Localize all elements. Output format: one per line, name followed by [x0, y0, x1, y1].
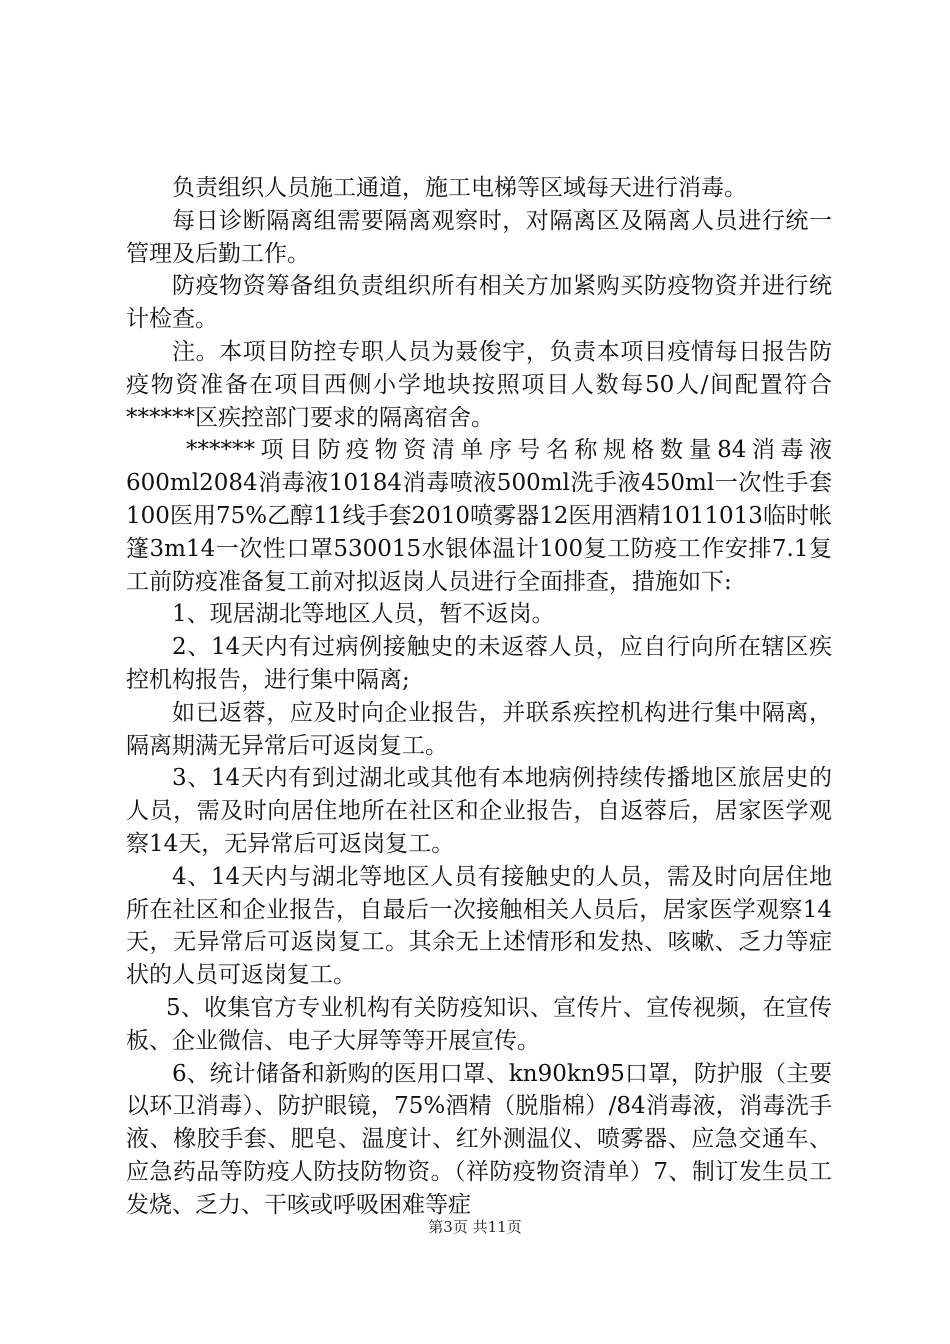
paragraph-11: 5、收集官方专业机构有关防疫知识、宣传片、宣传视频，在宣传板、企业微信、电子大屏等等开展宣传。: [126, 994, 832, 1054]
paragraph-5: ******项目防疫物资清单序号名称规格数量84消毒液600ml2084消毒液10184消毒喷液500ml洗手液450ml一次性手套100医用75%乙醇11线手套2010喷雾器12医用酒精1011013临时帐篷3m14一次性口罩530015水银体温计100复工防疫工作安排7.1复工前防疫准备复工前对拟返岗人员进行全面排查，措施如下:: [126, 437, 832, 595]
page-footer: 第3页 共11页: [428, 1218, 522, 1236]
paragraph-7: 2、14天内有过病例接触史的未返蓉人员，应自行向所在辖区疾控机构报告，进行集中隔离;: [126, 634, 832, 693]
document-body: [126, 172, 832, 1222]
paragraph-12: 6、统计储备和新购的医用口罩、kn90kn95口罩，防护服（主要以环卫消毒）、防护眼镜，75%酒精（脱脂棉）/84消毒液，消毒洗手液、橡胶手套、肥皂、温度计、红外测温仪、喷雾器、应急交通车、应急药品等防疫人防技防物资。（祥防疫物资清单）7、制订发生员工发烧、乏力、干咳或呼吸困难等症: [126, 1060, 832, 1218]
paragraph-1: 负责组织人员施工通道，施工电梯等区域每天进行消毒。: [172, 175, 747, 201]
paragraph-2: 每日诊断隔离组需要隔离观察时，对隔离区及隔离人员进行统一管理及后勤工作。: [126, 207, 832, 267]
paragraph-8: 如已返蓉，应及时向企业报告，并联系疾控机构进行集中隔离，隔离期满无异常后可返岗复工。: [126, 699, 832, 759]
paragraph-4: 注。本项目防控专职人员为聂俊宇，负责本项目疫情每日报告防疫物资准备在项目西侧小学地块按照项目人数每50人/间配置符合******区疾控部门要求的隔离宿舍。: [126, 338, 832, 431]
paragraph-3: 防疫物资筹备组负责组织所有相关方加紧购买防疫物资并进行统计检查。: [126, 273, 832, 333]
paragraph-9: 3、14天内有到过湖北或其他有本地病例持续传播地区旅居史的人员，需及时向居住地所在社区和企业报告，自返蓉后，居家医学观察14天，无异常后可返岗复工。: [126, 765, 832, 857]
paragraph-6: 1、现居湖北等地区人员，暂不返岗。: [172, 601, 555, 628]
paragraph-10: 4、14天内与湖北等地区人员有接触史的人员，需及时向居住地所在社区和企业报告，自最后一次接触相关人员后，居家医学观察14天，无异常后可返岗复工。其余无上述情形和发热、咳嗽、乏力等症状的人员可返岗复工。: [126, 863, 832, 989]
